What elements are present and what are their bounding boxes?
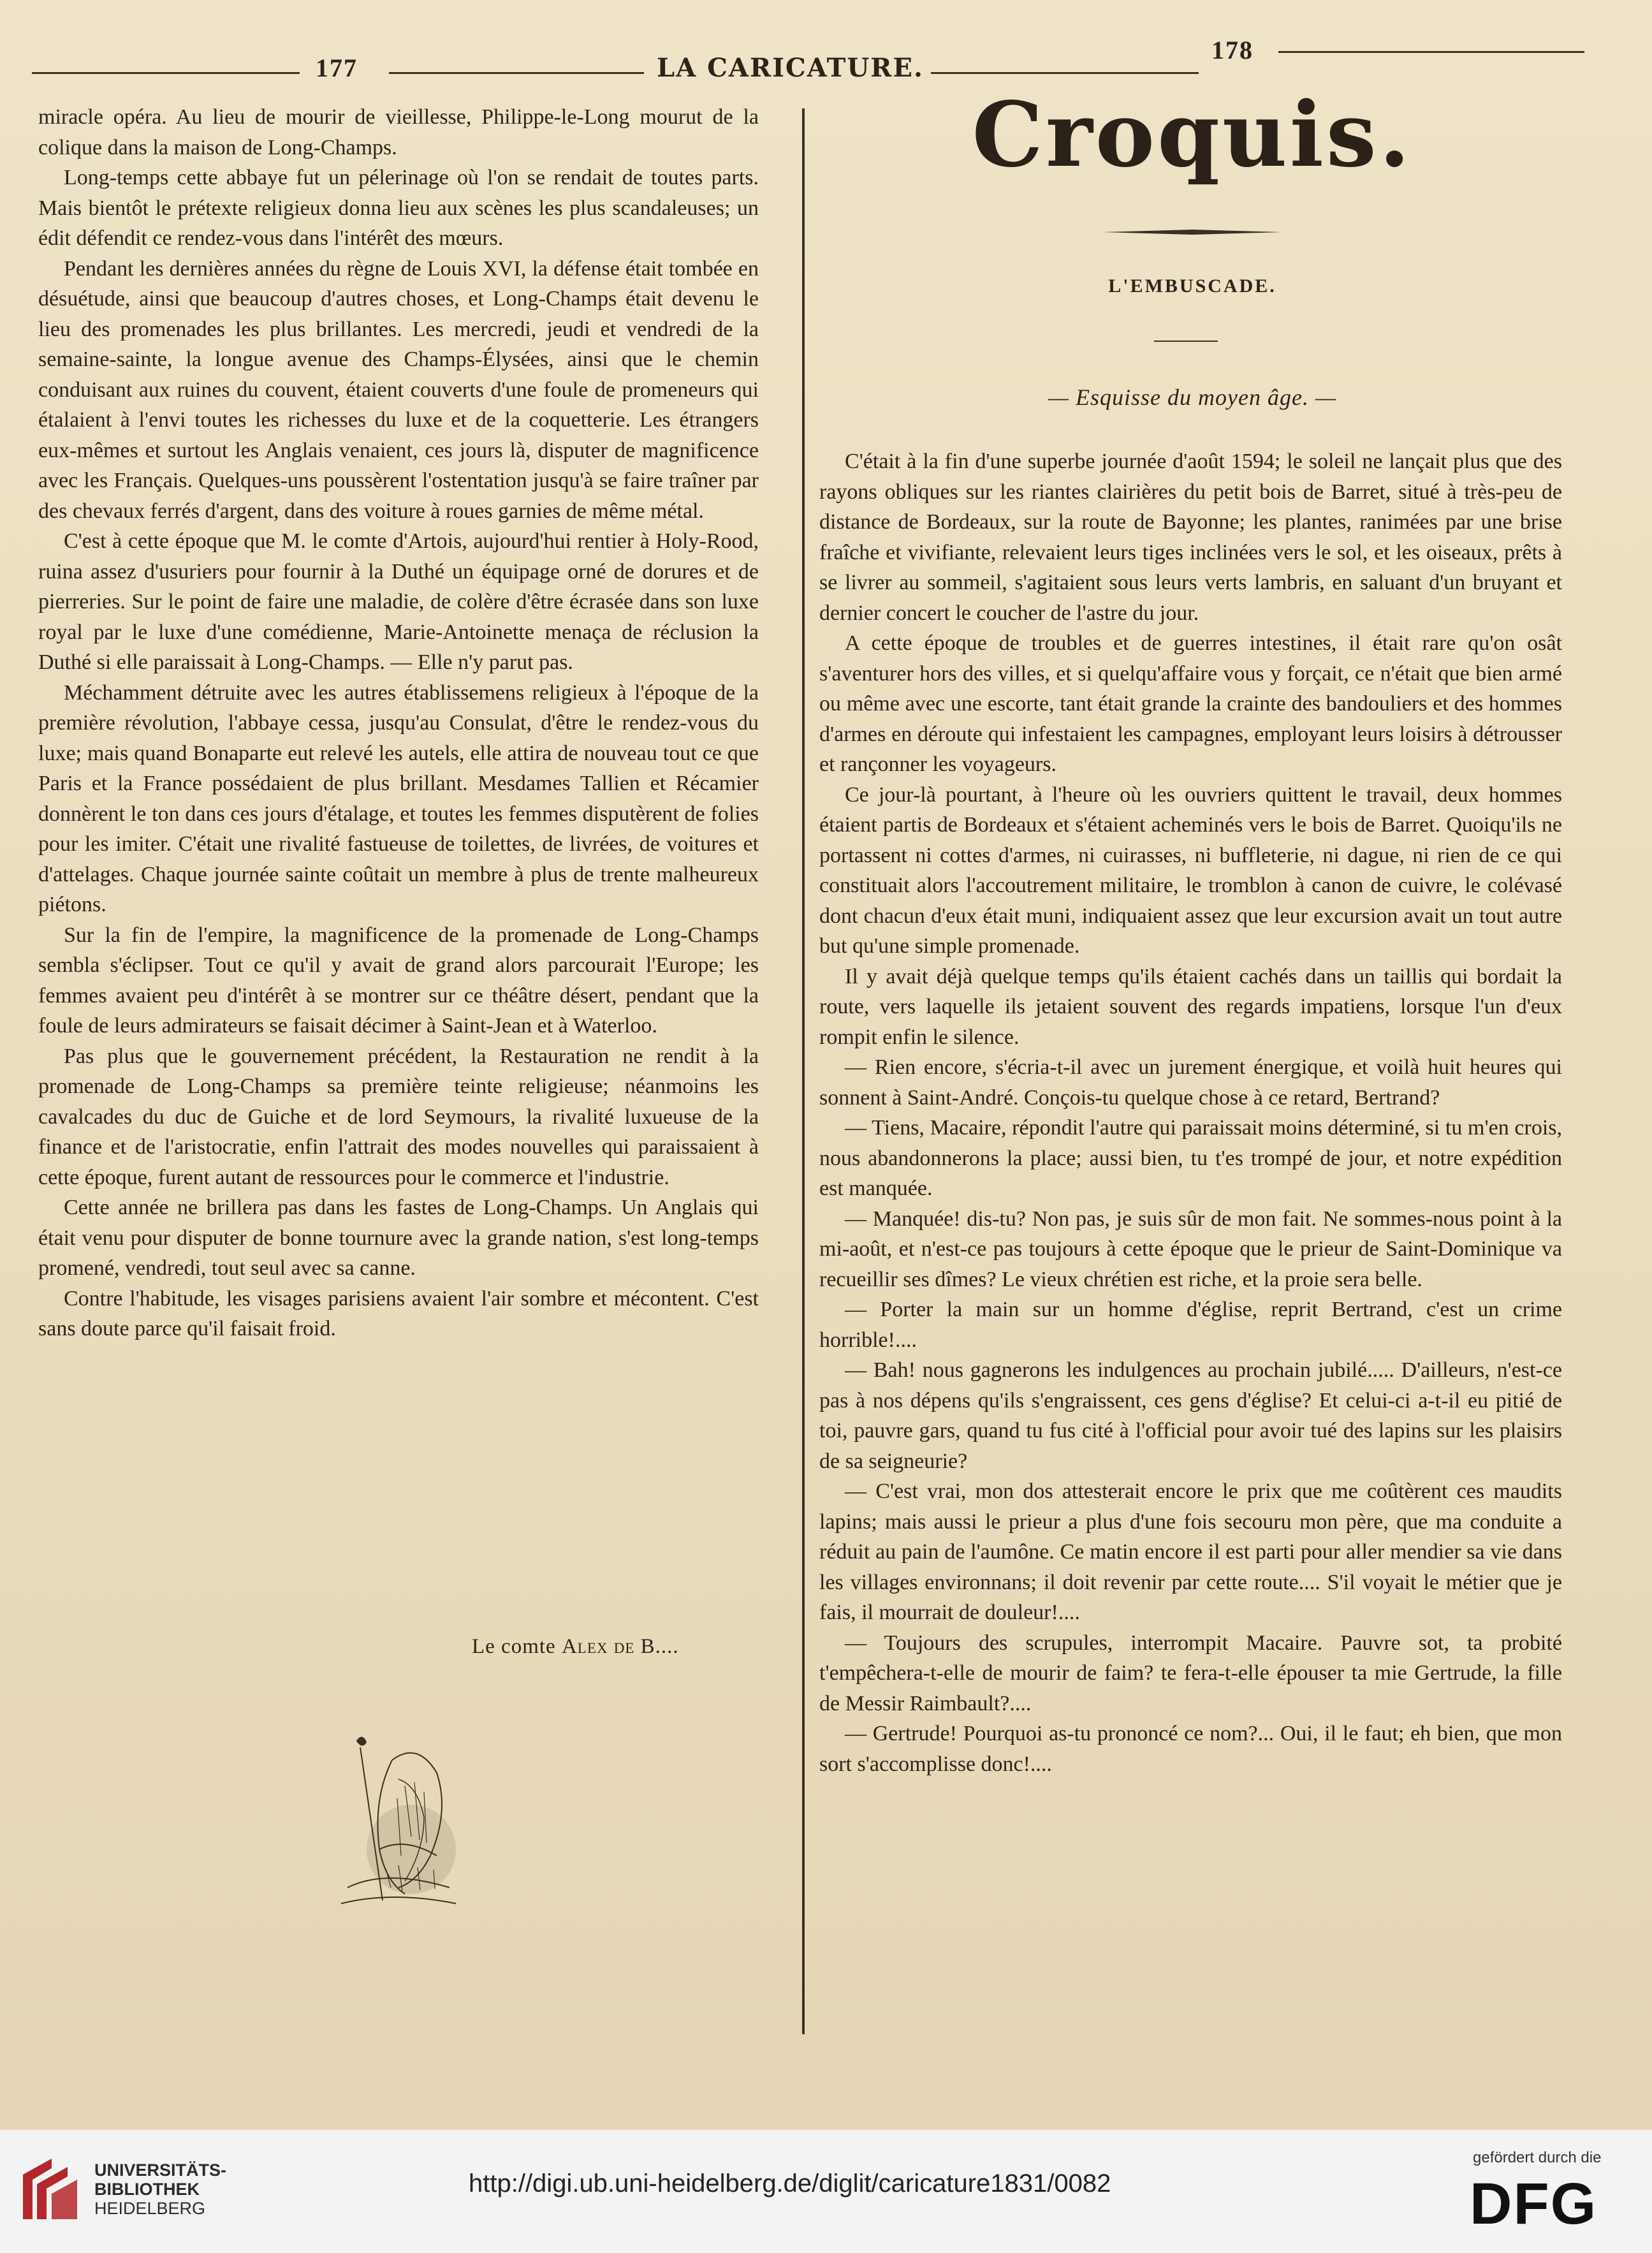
signature-prefix: Le comte bbox=[472, 1635, 556, 1658]
permalink-url[interactable]: http://digi.ub.uni-heidelberg.de/diglit/caricature1831/0082 bbox=[469, 2169, 1111, 2198]
left-page-number: 177 bbox=[316, 54, 358, 82]
header-rule-left bbox=[32, 72, 300, 74]
university-name[interactable] bbox=[94, 2161, 226, 2218]
header-rule-center-left bbox=[389, 72, 644, 74]
left-paragraph-1: miracle opéra. Au lieu de mourir de vieillesse, Philippe-le-Long mourut de la colique dans la maison de Long-Champs. bbox=[38, 105, 759, 159]
left-paragraph-7: Pas plus que le gouvernement précédent, la Restauration ne rendit à la promenade de Long-Champs sa première teinte religieuse; néanmoins les cavalcades du duc de Guiche et de lord Seymours, la rivalité luxueuse de la finance et de l'aristocratie, enfin l'attrait des modes nouvelles qui paraissaient à cette époque, furent autant de ressources pour le commerce et l'industrie. bbox=[38, 1044, 759, 1189]
author-signature bbox=[472, 1635, 679, 1659]
column-divider bbox=[802, 108, 805, 2034]
right-paragraph-10: — C'est vrai, mon dos attesterait encore le prix que me coûtèrent ces maudits lapins; mais aussi le prieur a plus d'une fois secouru mon père, que ma conduite a réduit au pain de l'aumône. Ce matin encore il est parti pour aller mendier sa vie dans les villages environnans; il doit revenir par cette route.... S'il voyait le métier que je fais, il mourrait de douleur!.... bbox=[819, 1479, 1562, 1624]
right-paragraph-2: A cette époque de troubles et de guerres intestines, il était rare qu'on osât s'aventurer hors des villes, et si quelqu'affaire vous y forçait, ce n'était que bien armé ou même avec une escorte, tant était grande la crainte des bandouliers et des hommes d'armes en déroute qui infestaient les campagnes, employant leurs loisirs à détrousser et rançonner les voyageurs. bbox=[819, 631, 1562, 776]
library-line-3: HEIDELBERG bbox=[94, 2199, 206, 2218]
right-column bbox=[819, 446, 1562, 1779]
left-paragraph-2: Long-temps cette abbaye fut un pélerinage où l'on se rendait de toutes parts. Mais bientôt le prétexte religieux donna lieu aux scènes les plus scandaleuses; un édit défendit ce rendez-vous dans l'intérêt des mœurs. bbox=[38, 166, 759, 250]
right-paragraph-8: — Porter la main sur un homme d'église, reprit Bertrand, c'est un crime horrible!.... bbox=[819, 1298, 1562, 1352]
ornamental-rule bbox=[1103, 224, 1282, 240]
dfg-logo[interactable]: DFG bbox=[1470, 2171, 1598, 2236]
library-line-1: UNIVERSITÄTS- bbox=[94, 2161, 227, 2180]
journal-title: LA CARICATURE. bbox=[657, 53, 924, 83]
signature-suffix: de B.... bbox=[613, 1635, 679, 1658]
story-subtitle: — Esquisse du moyen âge. — bbox=[1048, 385, 1336, 410]
running-head bbox=[32, 35, 1594, 86]
viewer-footer bbox=[0, 2130, 1652, 2253]
left-paragraph-9: Contre l'habitude, les visages parisiens avaient l'air sombre et mécontent. C'est sans doute parce qu'il faisait froid. bbox=[38, 1286, 759, 1340]
library-line-2: BIBLIOTHEK bbox=[94, 2180, 200, 2199]
right-page-number: 178 bbox=[1211, 36, 1254, 64]
right-paragraph-6: — Tiens, Macaire, répondit l'autre qui paraissait moins déterminé, si tu m'en crois, nous abandonnerons la place; aussi bien, tu t'es trompé de jour, et notre expédition est manquée. bbox=[819, 1116, 1562, 1200]
right-paragraph-12: — Gertrude! Pourquoi as-tu prononcé ce nom?... Oui, il le faut; eh bien, que mon sort s'accomplisse donc!.... bbox=[819, 1722, 1562, 1776]
left-paragraph-8: Cette année ne brillera pas dans les fastes de Long-Champs. Un Anglais qui était venu pour disputer de bonne tournure avec la grande nation, s'est long-temps promené, vendredi, tout seul avec sa canne. bbox=[38, 1196, 759, 1280]
right-paragraph-4: Il y avait déjà quelque temps qu'ils étaient cachés dans un taillis qui bordait la route, vers laquelle ils jetaient souvent des regards impatiens, lorsque l'un d'eux rompit enfin le silence. bbox=[819, 964, 1562, 1049]
right-paragraph-9: — Bah! nous gagnerons les indulgences au prochain jubilé..... D'ailleurs, n'est-ce pas à nos dépens qu'ils s'engraissent, ces gens d'église? Et celui-ci a-t-il eu pitié de toi, pauvre gars, quand tu fus cité à l'official pour avoir tué des lapins sur les plaisirs de sa seigneurie? bbox=[819, 1358, 1562, 1473]
header-rule-right bbox=[1278, 51, 1584, 53]
left-paragraph-3: Pendant les dernières années du règne de Louis XVI, la défense était tombée en désuétude, ainsi que beaucoup d'autres choses, et Long-Champs était devenu le lieu des promenades les plus brillantes. Les mercredi, jeudi et vendredi de la semaine-sainte, la longue avenue des Champs-Élysées, ainsi que le chemin conduisant aux ruines du couvent, étaient couverts d'une foule de promeneurs qui étalaient à l'envi toutes les richesses du luxe et de la coquetterie. Les étrangers eux-mêmes et surtout les Anglais venaient, ces jours là, disputer de magnificence avec les Français. Quelques-uns poussèrent l'ostentation jusqu'à se faire traîner par des chevaux ferrés d'argent, dans des voiture à roues garnies de même métal. bbox=[38, 256, 759, 523]
vignette-illustration bbox=[322, 1722, 475, 1913]
left-paragraph-6: Sur la fin de l'empire, la magnificence de la promenade de Long-Champs sembla s'éclipser. Tout ce qu'il y avait de grand alors parcourait l'Europe; les femmes avaient peu d'intérêt à se montrer sur ce théâtre désert, pendant que la foule de leurs admirateurs se faisait décimer à Saint-Jean et à Waterloo. bbox=[38, 923, 759, 1038]
section-masthead: Croquis. bbox=[972, 83, 1413, 187]
right-paragraph-7: — Manquée! dis-tu? Non pas, je suis sûr de mon fait. Ne sommes-nous point à la mi-août, et n'est-ce pas toujours à cette époque que le prieur de Saint-Dominique va recueillir ses dîmes? Le vieux chrétien est riche, et la proie sera belle. bbox=[819, 1207, 1562, 1291]
left-paragraph-4: C'est à cette époque que M. le comte d'Artois, aujourd'hui rentier à Holy-Rood, ruina assez d'usuriers pour fournir à la Duthé un équipage orné de dorures et de pierreries. Sur le point de faire une maladie, de colère d'être écrasée dans son luxe royal par le luxe d'une comédienne, Marie-Antoinette menaça de réclusion la Duthé si elle paraissait à Long-Champs. — Elle n'y parut pas. bbox=[38, 529, 759, 674]
right-paragraph-11: — Toujours des scrupules, interrompit Macaire. Pauvre sot, ta probité t'empêchera-t-elle de mourir de faim? te fera-t-elle épouser ta mie Gertrude, la fille de Messir Raimbault?.... bbox=[819, 1631, 1562, 1715]
university-logo-icon[interactable] bbox=[17, 2155, 80, 2226]
title-rule bbox=[1154, 341, 1218, 342]
header-rule-center-right bbox=[931, 72, 1199, 74]
story-title: L'EMBUSCADE. bbox=[1108, 275, 1276, 297]
signature-name: Alex bbox=[561, 1635, 608, 1658]
right-paragraph-3: Ce jour-là pourtant, à l'heure où les ouvriers quittent le travail, deux hommes étaient partis de Bordeaux et s'étaient acheminés vers le bois de Barret. Quoiqu'ils ne portassent ni cottes d'armes, ni cuirasses, ni buffleterie, ni dague, ni rien de ce qui constituait alors l'accoutrement militaire, le tromblon à canon de cuivre, le colévasé dont chacun d'eux était muni, indiquaient assez que leur excursion avait un tout autre but qu'une simple promenade. bbox=[819, 782, 1562, 958]
right-paragraph-1: C'était à la fin d'une superbe journée d'août 1594; le soleil ne lançait plus que des rayons obliques sur les riantes clairières du petit bois de Barret, situé à très-peu de distance de Bordeaux, sur la route de Bayonne; les plantes, ranimées par une brise fraîche et vivifiante, relevaient leurs tiges inclinées vers le sol, et les oiseaux, prêts à se livrer au sommeil, s'agitaient sous leurs verts lambris, en saluant d'un bruyant et dernier concert le coucher de l'astre du jour. bbox=[819, 450, 1562, 625]
funded-by-label: gefördert durch die bbox=[1473, 2149, 1602, 2166]
left-column bbox=[38, 102, 759, 1344]
right-paragraph-5: — Rien encore, s'écria-t-il avec un jurement énergique, et voilà huit heures qui sonnent à Saint-André. Conçois-tu quelque chose à ce retard, Bertrand? bbox=[819, 1055, 1562, 1110]
left-paragraph-5: Méchamment détruite avec les autres établissemens religieux à l'époque de la première révolution, l'abbaye cessa, jusqu'au Consulat, d'être le rendez-vous du luxe; mais quand Bonaparte eut relevé les autels, elle attira de nouveau tout ce que Paris et la France possédaient de plus brillant. Mesdames Tallien et Récamier donnèrent le ton dans ces jours d'étalage, et toutes les femmes disputèrent de folies pour les imiter. C'était une rivalité fastueuse de toilettes, de livrées, de voitures et d'attelages. Chaque journée sainte coûtait un membre à plus de trente malheureux piétons. bbox=[38, 680, 759, 916]
